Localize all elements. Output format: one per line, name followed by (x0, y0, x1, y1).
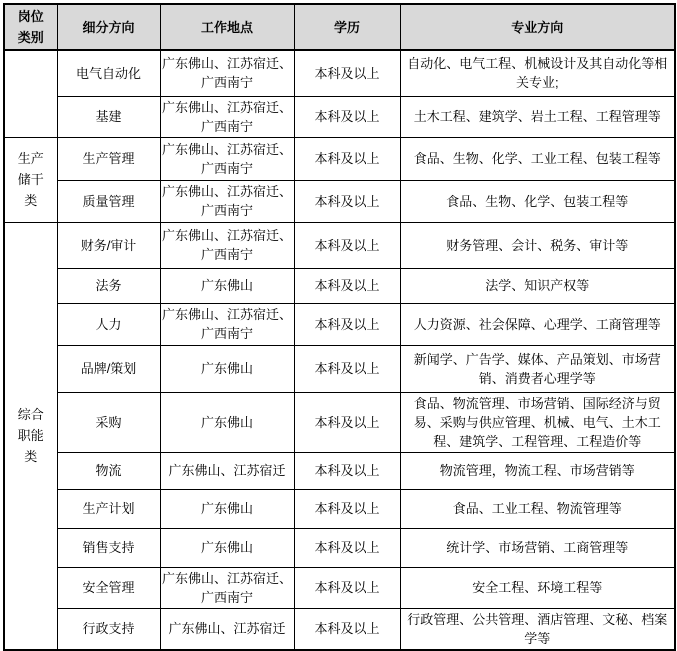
location-cell: 广东佛山 (160, 345, 294, 392)
education-cell: 本科及以上 (294, 489, 400, 528)
direction-cell: 采购 (57, 392, 160, 452)
direction-cell: 基建 (57, 96, 160, 137)
education-cell: 本科及以上 (294, 137, 400, 180)
direction-cell: 电气自动化 (57, 50, 160, 96)
recruitment-positions-table (3, 3, 676, 651)
education-cell: 本科及以上 (294, 96, 400, 137)
direction-cell: 人力 (57, 303, 160, 345)
direction-cell: 物流 (57, 452, 160, 489)
table-row (4, 268, 675, 303)
education-cell: 本科及以上 (294, 180, 400, 222)
direction-cell: 安全管理 (57, 567, 160, 608)
majors-cell: 自动化、电气工程、机械设计及其自动化等相关专业; (400, 50, 675, 96)
location-cell: 广东佛山、江苏宿迁、广西南宁 (160, 222, 294, 268)
header-cell-majors (400, 4, 675, 50)
header-cell-category (4, 4, 57, 50)
table-row (4, 96, 675, 137)
education-cell: 本科及以上 (294, 528, 400, 567)
table-row (4, 180, 675, 222)
majors-cell: 物流管理，物流工程、市场营销等 (400, 452, 675, 489)
header-majors-label: 专业方向 (511, 19, 564, 35)
location-cell: 广东佛山、江苏宿迁、广西南宁 (160, 303, 294, 345)
location-cell: 广东佛山、江苏宿迁、广西南宁 (160, 180, 294, 222)
education-cell: 本科及以上 (294, 50, 400, 96)
location-cell: 广东佛山、江苏宿迁、广西南宁 (160, 96, 294, 137)
table-row (4, 392, 675, 452)
header-cell-education (294, 4, 400, 50)
location-cell: 广东佛山、江苏宿迁、广西南宁 (160, 137, 294, 180)
majors-cell: 土木工程、建筑学、岩土工程、工程管理等 (400, 96, 675, 137)
education-cell: 本科及以上 (294, 567, 400, 608)
table-row (4, 137, 675, 180)
location-cell: 广东佛山、江苏宿迁、广西南宁 (160, 567, 294, 608)
direction-cell: 行政支持 (57, 608, 160, 650)
majors-cell: 行政管理、公共管理、酒店管理、文秘、档案学等 (400, 608, 675, 650)
direction-cell: 财务/审计 (57, 222, 160, 268)
header-education-label: 学历 (333, 19, 360, 35)
table-row (4, 452, 675, 489)
header-cell-location (160, 4, 294, 50)
majors-cell: 统计学、市场营销、工商管理等 (400, 528, 675, 567)
table-row (4, 489, 675, 528)
majors-cell: 食品、生物、化学、工业工程、包装工程等 (400, 137, 675, 180)
majors-cell: 人力资源、社会保障、心理学、工商管理等 (400, 303, 675, 345)
header-location-label: 工作地点 (200, 19, 253, 35)
location-cell: 广东佛山 (160, 268, 294, 303)
category-cell-functional (4, 222, 57, 650)
table-row (4, 303, 675, 345)
category-cell-empty (4, 50, 57, 137)
majors-cell: 食品、工业工程、物流管理等 (400, 489, 675, 528)
location-cell: 广东佛山、江苏宿迁、广西南宁 (160, 50, 294, 96)
majors-cell: 财务管理、会计、税务、审计等 (400, 222, 675, 268)
category-cell-production (4, 137, 57, 222)
header-category-label: 岗位类别 (17, 9, 44, 45)
education-cell: 本科及以上 (294, 345, 400, 392)
direction-cell: 生产管理 (57, 137, 160, 180)
table-row (4, 567, 675, 608)
education-cell: 本科及以上 (294, 392, 400, 452)
direction-cell: 生产计划 (57, 489, 160, 528)
table-row (4, 50, 675, 96)
location-cell: 广东佛山、江苏宿迁 (160, 608, 294, 650)
majors-cell: 法学、知识产权等 (400, 268, 675, 303)
location-cell: 广东佛山、江苏宿迁 (160, 452, 294, 489)
majors-cell: 安全工程、环境工程等 (400, 567, 675, 608)
location-cell: 广东佛山 (160, 528, 294, 567)
direction-cell: 质量管理 (57, 180, 160, 222)
direction-cell: 品牌/策划 (57, 345, 160, 392)
education-cell: 本科及以上 (294, 303, 400, 345)
category-label: 生产储干类 (17, 151, 44, 208)
table-row (4, 608, 675, 650)
direction-cell: 销售支持 (57, 528, 160, 567)
category-label: 综合职能类 (17, 407, 44, 464)
education-cell: 本科及以上 (294, 452, 400, 489)
direction-cell: 法务 (57, 268, 160, 303)
table-header-row (4, 4, 675, 50)
table-row (4, 345, 675, 392)
education-cell: 本科及以上 (294, 268, 400, 303)
location-cell: 广东佛山 (160, 489, 294, 528)
location-cell: 广东佛山 (160, 392, 294, 452)
table-row (4, 528, 675, 567)
header-cell-direction (57, 4, 160, 50)
education-cell: 本科及以上 (294, 608, 400, 650)
table-row (4, 222, 675, 268)
majors-cell: 新闻学、广告学、媒体、产品策划、市场营销、消费者心理学等 (400, 345, 675, 392)
header-direction-label: 细分方向 (82, 19, 135, 35)
majors-cell: 食品、生物、化学、包装工程等 (400, 180, 675, 222)
education-cell: 本科及以上 (294, 222, 400, 268)
majors-cell: 食品、物流管理、市场营销、国际经济与贸易、采购与供应管理、机械、电气、土木工程、建筑学、工程管理、工程造价等 (400, 392, 675, 452)
